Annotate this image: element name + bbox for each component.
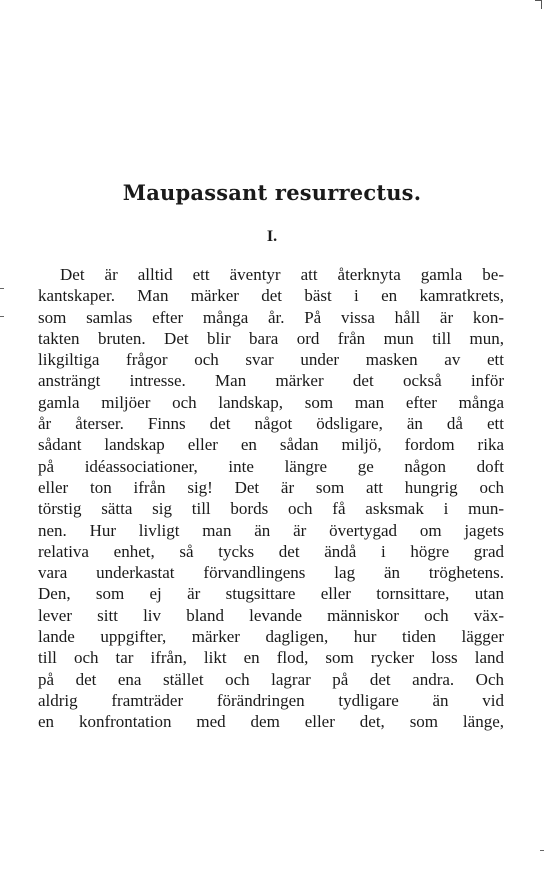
edge-mark bbox=[540, 850, 544, 851]
text-line: gamla miljöer och landskap, som man efter många bbox=[38, 392, 504, 412]
text-line: till och tar ifrån, likt en flod, som rycker loss land bbox=[38, 648, 504, 668]
edge-mark bbox=[0, 288, 4, 289]
chapter-number: I. bbox=[266, 228, 278, 245]
text-line: en konfrontation med dem eller det, som länge, bbox=[38, 712, 504, 732]
text-line: eller ton ifrån sig! Det är som att hungrig och bbox=[38, 477, 504, 497]
text-line: vara underkastat förvandlingens lag än tröghetens. bbox=[38, 563, 504, 583]
text-line: Det är alltid ett äventyr att återknyta gamla be- bbox=[60, 265, 504, 284]
text-line: år återser. Finns det något ödsligare, än då ett bbox=[38, 414, 504, 434]
text-line: lande uppgifter, märker dagligen, hur tiden lägger bbox=[38, 627, 504, 647]
text-line: törstig sätta sig till bords och få asksmak i mun- bbox=[38, 499, 504, 519]
text-line: på idéassociationer, inte längre ge någon doft bbox=[38, 456, 504, 476]
text-line: sådant landskap eller en sådan miljö, fordom rika bbox=[38, 435, 504, 455]
text-line: som samlas efter många år. På vissa håll är kon- bbox=[38, 307, 504, 327]
text-line: Den, som ej är stugsittare eller tornsittare, utan bbox=[38, 584, 504, 604]
text-line: relativa enhet, så tycks det ändå i högre grad bbox=[38, 541, 504, 561]
body-paragraph bbox=[38, 264, 504, 733]
text-line: takten bruten. Det blir bara ord från mun till mun, bbox=[38, 328, 504, 348]
text-line: likgiltiga frågor och svar under masken av ett bbox=[38, 350, 504, 370]
page-corner-mark bbox=[535, 0, 542, 9]
text-line: aldrig framträder förändringen tydligare än vid bbox=[38, 690, 504, 710]
text-line: ansträngt intresse. Man märker det också inför bbox=[38, 371, 504, 391]
page-title: Maupassant resurrectus. bbox=[122, 180, 422, 205]
text-line: lever sitt liv bland levande människor och väx- bbox=[38, 605, 504, 625]
text-line: kantskaper. Man märker det bäst i en kamratkrets, bbox=[38, 286, 504, 306]
edge-mark bbox=[0, 316, 4, 317]
text-line: nen. Hur livligt man än är övertygad om jagets bbox=[38, 520, 504, 540]
text-line: på det ena stället och lagrar på det andra. Och bbox=[38, 669, 504, 689]
